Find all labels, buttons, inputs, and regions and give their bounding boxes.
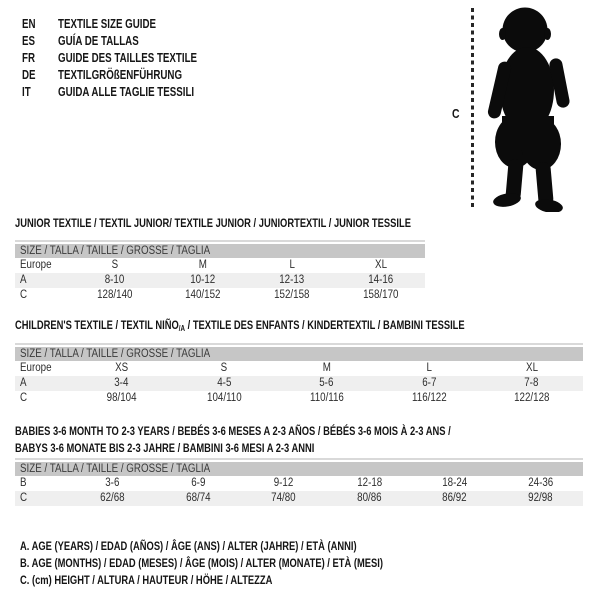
table-row-age (15, 376, 583, 391)
language-title: GUIDE DES TAILLES TEXTILE (58, 51, 198, 65)
height-cell: 98/104 (106, 392, 137, 404)
legend-notes (20, 538, 485, 589)
height-cell: 68/74 (186, 492, 211, 504)
language-code: ES (22, 34, 36, 48)
language-row-it (22, 84, 236, 101)
height-label: C (452, 106, 460, 121)
size-cell: M (322, 362, 331, 374)
height-cell: 110/116 (309, 392, 344, 404)
children-table-title: CHILDREN'S TEXTILE / TEXTIL $NIÑO_{/A}$ / TEXTILE DES ENFANTS / KINDERTEXTIL / BAMBINI TESSILE (15, 318, 465, 333)
months-cell: 24-36 (527, 477, 553, 489)
table-top-rule (15, 458, 583, 460)
language-row-fr (22, 50, 236, 67)
height-cell: 92/98 (528, 492, 553, 504)
size-cell: M (199, 259, 208, 271)
row-label: A (20, 274, 27, 286)
size-cell: S (220, 362, 228, 374)
size-header-bar: SIZE / TALLA / TAILLE / GRÖSSE / TAGLIA (15, 347, 583, 361)
months-cell: 6-9 (191, 477, 206, 489)
language-title: TEXTILE SIZE GUIDE (58, 17, 157, 31)
table-row-height (15, 491, 583, 506)
size-cell: S (111, 259, 118, 271)
height-cell: 116/122 (411, 392, 447, 404)
months-cell: 12-18 (356, 477, 382, 489)
size-cell: XS (114, 362, 128, 374)
age-cell: 7-8 (524, 377, 539, 389)
age-cell: 8-10 (104, 274, 125, 286)
size-cell: XL (374, 259, 387, 271)
size-cell: L (289, 259, 295, 271)
language-code: DE (22, 68, 36, 82)
language-title: GUIDA ALLE TAGLIE TESSILI (58, 85, 195, 99)
subscript-a: /A (178, 324, 186, 333)
junior-table-title: JUNIOR TEXTILE / TEXTIL JUNIOR/ TEXTILE JUNIOR / JUNIORTEXTIL / JUNIOR TESSILE (15, 216, 411, 230)
height-cell: 80/86 (357, 492, 382, 504)
age-cell: 5-6 (319, 377, 334, 389)
language-title: TEXTILGRÖßENFÜHRUNG (58, 68, 183, 82)
size-header-bar: SIZE / TALLA / TAILLE / GRÖSSE / TAGLIA (15, 244, 425, 258)
size-cell: XL (525, 362, 538, 374)
height-cell: 74/80 (271, 492, 296, 504)
months-cell: 18-24 (442, 477, 468, 489)
height-cell: 128/140 (96, 289, 133, 301)
babies-table-title-line1: BABIES 3-6 MONTH TO 2-3 YEARS / BEBÉS 3-6 MESES A 2-3 AÑOS / BÉBÉS 3-6 MOIS À 2-3 ANS / (15, 424, 451, 438)
height-cell: 104/110 (206, 392, 242, 404)
height-cell: 152/158 (274, 289, 310, 301)
size-cell: L (426, 362, 432, 374)
language-row-de (22, 67, 236, 84)
table-row-height (15, 391, 583, 406)
junior-table (15, 240, 425, 303)
table-row-europe (15, 258, 425, 273)
height-measure-dashed-line (471, 8, 474, 208)
height-cell: 86/92 (442, 492, 467, 504)
row-label: Europe (20, 259, 52, 271)
note-height-cm: C. (cm) HEIGHT / ALTURA / HAUTEUR / HÖHE / ALTEZZA (20, 573, 273, 587)
table-row-months (15, 476, 583, 491)
height-cell: 62/68 (100, 492, 125, 504)
age-cell: 4-5 (216, 377, 231, 389)
language-row-es (22, 33, 236, 50)
row-label: C (20, 492, 28, 504)
language-code: IT (22, 85, 31, 99)
age-cell: 12-13 (279, 274, 305, 286)
language-row-en (22, 16, 236, 33)
note-age-months: B. AGE (MONTHS) / EDAD (MESES) / ÂGE (MOIS) / ALTER (MONATE) / ETÀ (MESI) (20, 556, 383, 570)
note-age-years: A. AGE (YEARS) / EDAD (AÑOS) / ÂGE (ANS) / ALTER (JAHRE) / ETÀ (ANNI) (20, 539, 357, 553)
months-cell: 9-12 (273, 477, 294, 489)
height-cell: 122/128 (513, 392, 550, 404)
height-cell: 158/170 (362, 289, 399, 301)
age-cell: 10-12 (190, 274, 216, 286)
babies-table (15, 458, 583, 506)
row-label: C (20, 289, 28, 301)
row-label: A (20, 377, 27, 389)
language-title: GUÍA DE TALLAS (58, 34, 139, 48)
age-cell: 3-4 (114, 377, 129, 389)
table-top-rule (15, 343, 583, 345)
table-row-height (15, 288, 425, 303)
table-row-europe (15, 361, 583, 376)
table-top-rule (15, 240, 425, 242)
table-row-age (15, 273, 425, 288)
row-label: C (20, 392, 28, 404)
row-label: B (20, 477, 27, 489)
toddler-silhouette-icon (484, 4, 579, 212)
height-cell: 140/152 (185, 289, 221, 301)
age-cell: 14-16 (368, 274, 394, 286)
language-list (22, 16, 236, 101)
size-header-bar: SIZE / TALLA / TAILLE / GRÖSSE / TAGLIA (15, 462, 583, 476)
row-label: Europe (20, 362, 52, 374)
months-cell: 3-6 (105, 477, 120, 489)
children-table (15, 343, 583, 406)
language-code: EN (22, 17, 36, 31)
language-code: FR (22, 51, 36, 65)
babies-table-title-line2: BABYS 3-6 MONATE BIS 2-3 JAHRE / BAMBINI 3-6 MESI A 2-3 ANNI (15, 441, 315, 455)
age-cell: 6-7 (422, 377, 437, 389)
